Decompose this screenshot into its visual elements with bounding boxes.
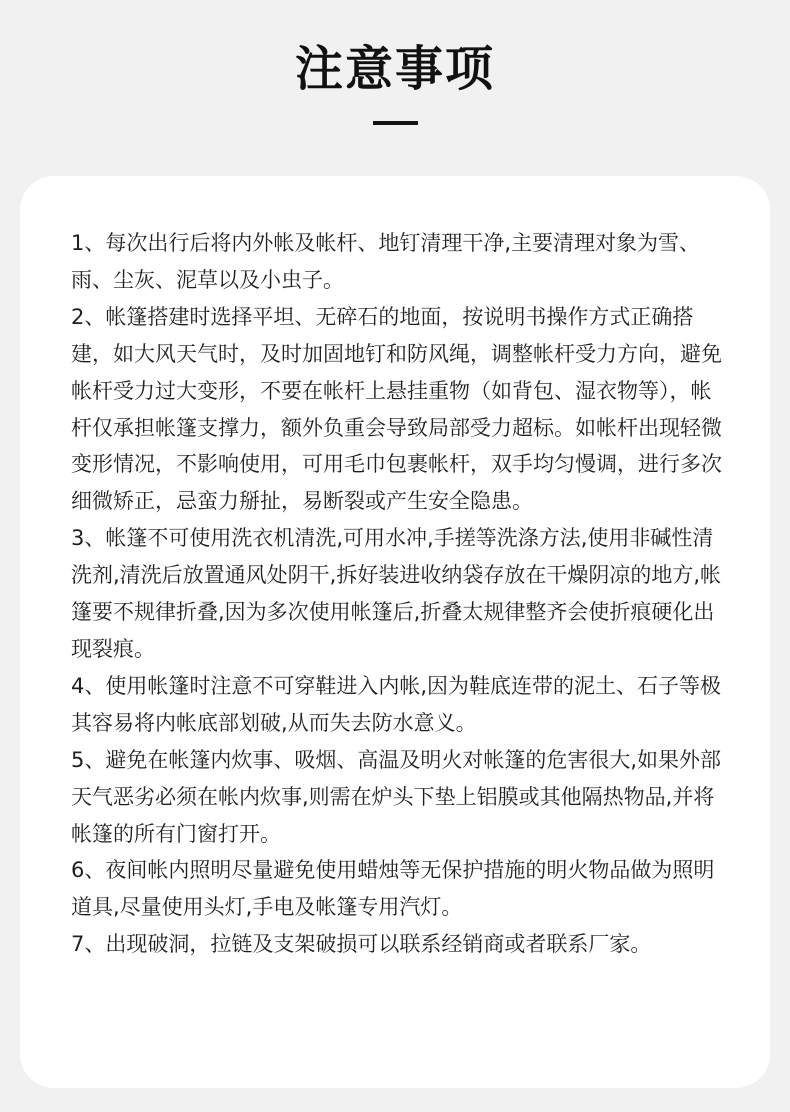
note-item-7: 7、出现破洞，拉链及支架破损可以联系经销商或者联系厂家。 — [71, 932, 652, 957]
notes-list — [71, 225, 723, 963]
title-divider — [373, 121, 418, 125]
note-item-5: 5、避免在帐篷内炊事、吸烟、高温及明火对帐篷的危害很大,如果外部天气恶劣必须在帐内炊事,则需在炉头下垫上铝膜或其他隔热物品,并将帐篷的所有门窗打开。 — [71, 747, 722, 846]
note-item-3: 3、帐篷不可使用洗衣机清洗,可用水冲,手搓等洗涤方法,使用非碱性清洗剂,清洗后放置通风处阴干,拆好装进收纳袋存放在干燥阴凉的地方,帐篷要不规律折叠,因为多次使用帐篷后,折叠太规律整齐会使折痕硬化出现裂痕。 — [71, 526, 722, 661]
note-item-4: 4、使用帐篷时注意不可穿鞋进入内帐,因为鞋底连带的泥土、石子等极其容易将内帐底部划破,从而失去防水意义。 — [71, 673, 722, 735]
note-item-6: 6、夜间帐内照明尽量避免使用蜡烛等无保护措施的明火物品做为照明道具,尽量使用头灯,手电及帐篷专用汽灯。 — [71, 858, 715, 920]
note-item-2: 2、帐篷搭建时选择平坦、无碎石的地面，按说明书操作方式正确搭建，如大风天气时，及时加固地钉和防风绳，调整帐杆受力方向，避免帐杆受力过大变形，不要在帐杆上悬挂重物（如背包、湿衣物等），帐杆仅承担帐篷支撑力，额外负重会导致局部受力超标。如帐杆出现轻微变形情况，不影响使用，可用毛巾包裹帐杆，双手均匀慢调，进行多次细微矫正，忌蛮力掰扯，易断裂或产生安全隐患。 — [71, 304, 722, 514]
page-title: 注意事项 — [294, 41, 495, 97]
note-item-1: 1、每次出行后将内外帐及帐杆、地钉清理干净,主要清理对象为雪、雨、尘灰、泥草以及小虫子。 — [71, 231, 701, 292]
notes-card — [20, 176, 770, 1088]
